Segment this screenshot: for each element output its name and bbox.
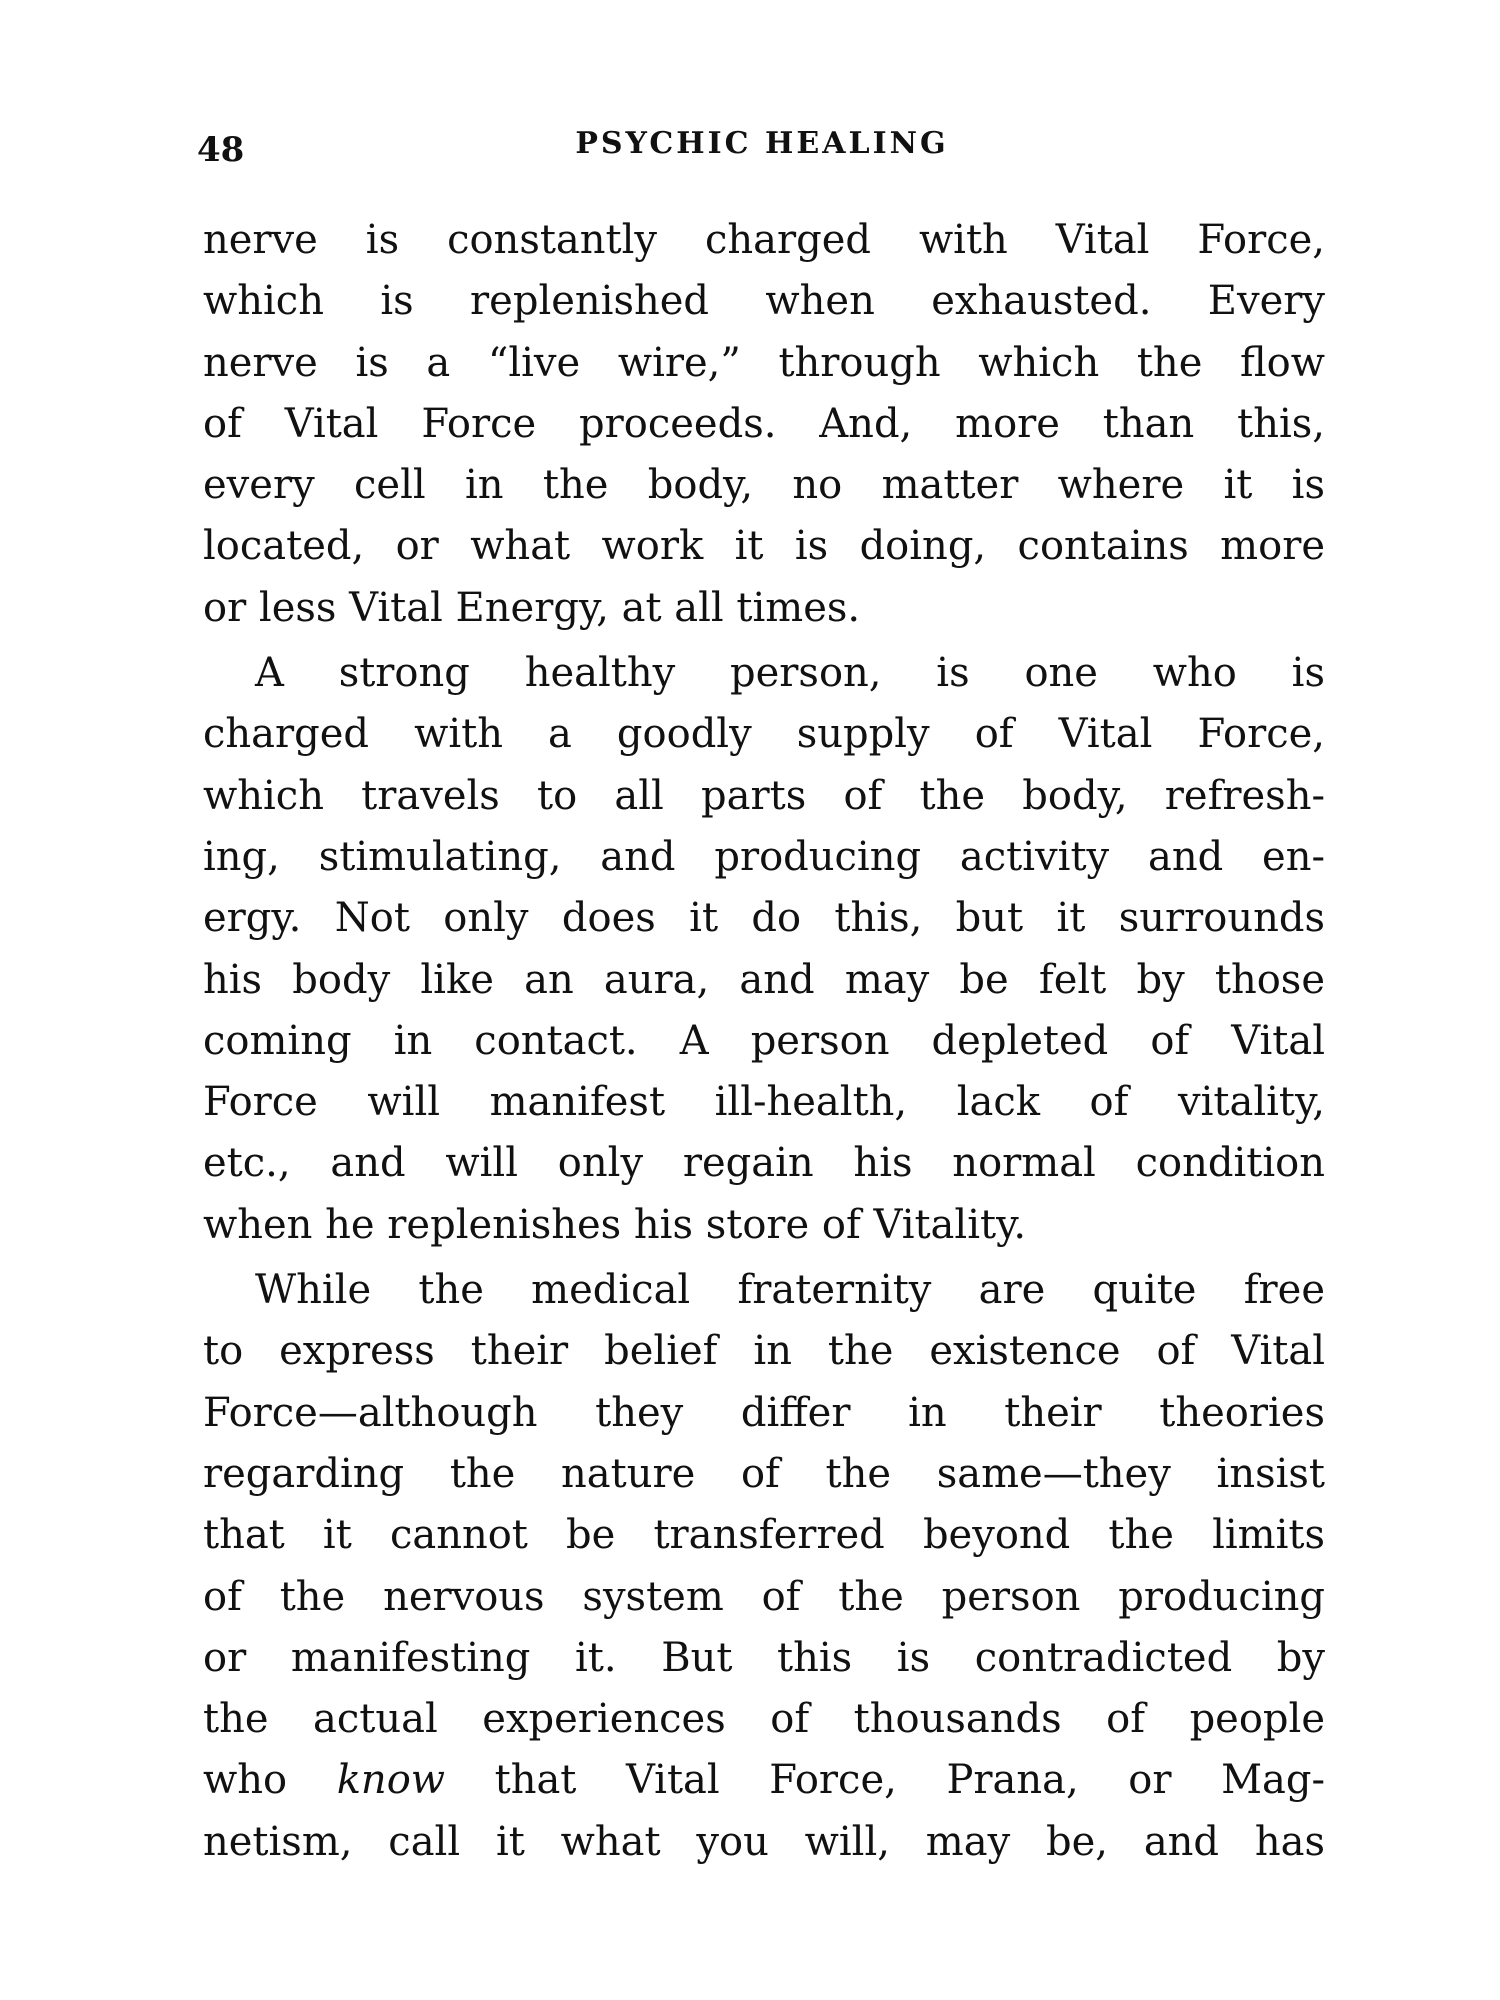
running-title: PSYCHIC HEALING	[575, 126, 949, 161]
text-line: etc., and will only regain his normal condition	[203, 1140, 1325, 1187]
text-span: that Vital Force, Prana, or Mag-	[445, 1757, 1325, 1804]
running-head	[197, 118, 1327, 178]
italic-word: know	[336, 1757, 446, 1804]
text-line: of the nervous system of the person producing	[203, 1573, 1325, 1620]
text-span: who	[203, 1757, 337, 1804]
text-line: regarding the nature of the same—they insist	[203, 1450, 1325, 1497]
text-line: which travels to all parts of the body, refresh-	[203, 772, 1325, 819]
text-line: nerve is constantly charged with Vital Force,	[203, 217, 1325, 263]
text-line: Force—although they differ in their theories	[203, 1389, 1325, 1436]
text-line: to express their belief in the existence of Vital	[203, 1328, 1325, 1375]
text-line: A strong healthy person, is one who is	[255, 650, 1325, 697]
paragraph-1	[203, 210, 1325, 639]
text-line: of Vital Force proceeds. And, more than this,	[203, 400, 1325, 447]
body-text	[203, 210, 1325, 1873]
text-line: that it cannot be transferred beyond the limits	[203, 1512, 1325, 1559]
text-line: the actual experiences of thousands of people	[203, 1696, 1325, 1743]
text-line: charged with a goodly supply of Vital Force,	[203, 711, 1325, 758]
text-line: located, or what work it is doing, contains more	[203, 523, 1325, 570]
text-line: netism, call it what you will, may be, and has	[203, 1818, 1325, 1865]
text-line: his body like an aura, and may be felt by those	[203, 956, 1325, 1003]
page-number: 48	[197, 130, 245, 170]
text-line: or less Vital Energy, at all times.	[203, 584, 861, 631]
text-line: ing, stimulating, and producing activity and en-	[203, 833, 1325, 880]
text-line: every cell in the body, no matter where it is	[203, 462, 1325, 509]
text-line: While the medical fraternity are quite free	[255, 1267, 1325, 1314]
paragraph-3	[203, 1260, 1325, 1873]
text-line: ergy. Not only does it do this, but it surrounds	[203, 895, 1325, 942]
text-line: which is replenished when exhausted. Every	[203, 278, 1325, 325]
text-line-italic	[203, 1750, 1325, 1811]
text-line: when he replenishes his store of Vitality.	[203, 1201, 1027, 1248]
text-line: Force will manifest ill-health, lack of vitality,	[203, 1079, 1325, 1126]
text-line: or manifesting it. But this is contradicted by	[203, 1634, 1325, 1681]
paragraph-2	[203, 643, 1325, 1256]
text-line: nerve is a “live wire,” through which the flow	[203, 339, 1325, 386]
text-line: coming in contact. A person depleted of Vital	[203, 1017, 1325, 1064]
